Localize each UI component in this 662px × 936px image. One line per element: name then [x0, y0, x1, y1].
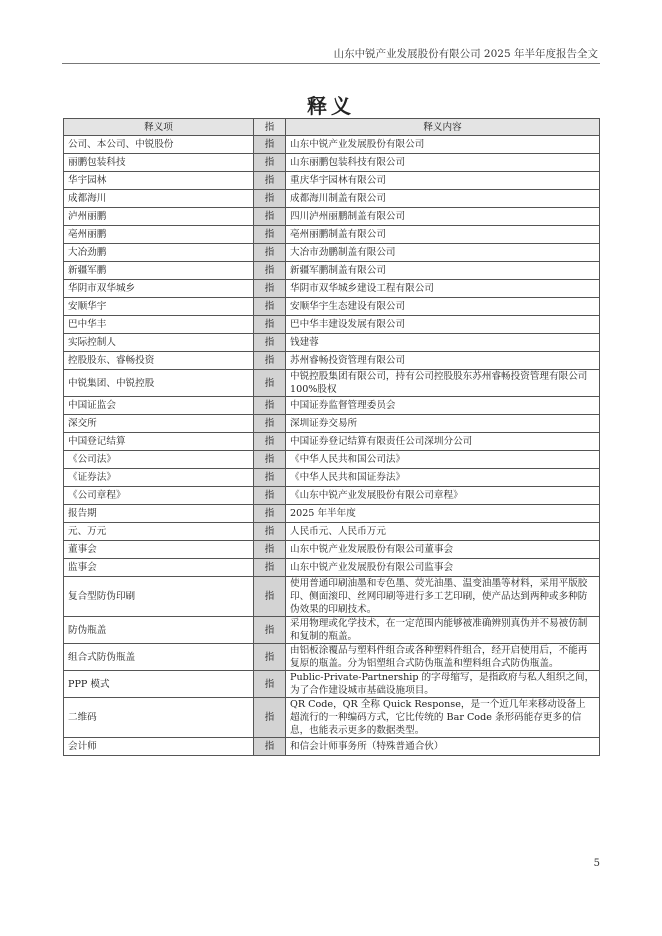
- definition-cell: 深圳证券交易所: [286, 415, 600, 433]
- definition-cell: 中国证券监督管理委员会: [286, 397, 600, 415]
- ref-cell: 指: [254, 415, 286, 433]
- definition-cell: 山东丽鹏包装科技有限公司: [286, 154, 600, 172]
- term-cell: 控股股东、睿畅投资: [64, 352, 254, 370]
- table-row: [64, 154, 600, 172]
- definition-cell: 采用物理或化学技术，在一定范围内能够被准确辨别真伪并不易被仿制和复制的瓶盖。: [286, 617, 600, 644]
- term-cell: 亳州丽鹏: [64, 226, 254, 244]
- definition-cell: 华阴市双华城乡建设工程有限公司: [286, 280, 600, 298]
- table-header-row: [64, 119, 600, 136]
- definition-cell: 钱建蓉: [286, 334, 600, 352]
- ref-cell: 指: [254, 352, 286, 370]
- ref-cell: 指: [254, 487, 286, 505]
- ref-cell: 指: [254, 433, 286, 451]
- table-row: [64, 370, 600, 397]
- ref-cell: 指: [254, 671, 286, 698]
- definition-cell: 巴中华丰建设发展有限公司: [286, 316, 600, 334]
- table-row: [64, 523, 600, 541]
- table-row: [64, 487, 600, 505]
- table-row: [64, 644, 600, 671]
- definition-cell: 《中华人民共和国公司法》: [286, 451, 600, 469]
- definition-cell: 四川泸州丽鹏制盖有限公司: [286, 208, 600, 226]
- table-row: [64, 577, 600, 617]
- ref-cell: 指: [254, 451, 286, 469]
- header-divider: [62, 63, 600, 64]
- ref-cell: 指: [254, 136, 286, 154]
- ref-cell: 指: [254, 505, 286, 523]
- definition-cell: 中锐控股集团有限公司，持有公司控股股东苏州睿畅投资管理有限公司 100%股权: [286, 370, 600, 397]
- ref-cell: 指: [254, 523, 286, 541]
- term-cell: PPP 模式: [64, 671, 254, 698]
- table-row: [64, 190, 600, 208]
- page-title: 释义: [307, 94, 355, 118]
- ref-cell: 指: [254, 208, 286, 226]
- ref-cell: 指: [254, 334, 286, 352]
- ref-cell: 指: [254, 397, 286, 415]
- term-cell: 实际控制人: [64, 334, 254, 352]
- ref-cell: 指: [254, 617, 286, 644]
- term-cell: 丽鹏包装科技: [64, 154, 254, 172]
- term-cell: 《公司法》: [64, 451, 254, 469]
- term-cell: 防伪瓶盖: [64, 617, 254, 644]
- definition-cell: Public-Private-Partnership 的字母缩写，是指政府与私人组织之间，为了合作建设城市基础设施项目。: [286, 671, 600, 698]
- definition-cell: 新疆军鹏制盖有限公司: [286, 262, 600, 280]
- table-row: [64, 298, 600, 316]
- table-row: [64, 334, 600, 352]
- table-row: [64, 415, 600, 433]
- definition-cell: 使用普通印刷油墨和专色墨、荧光油墨、温变油墨等材料，采用平版胶印、侧面滚印、丝网印刷等进行多工艺印刷，使产品达到两种或多种防伪效果的印刷技术。: [286, 577, 600, 617]
- page-number: 5: [593, 858, 600, 869]
- term-cell: 中国证监会: [64, 397, 254, 415]
- ref-cell: 指: [254, 559, 286, 577]
- term-cell: 监事会: [64, 559, 254, 577]
- definitions-table-body: [64, 136, 600, 756]
- term-cell: 安顺华宇: [64, 298, 254, 316]
- page-header: 山东中锐产业发展股份有限公司 2025 年半年度报告全文: [333, 48, 598, 60]
- term-cell: 华宇园林: [64, 172, 254, 190]
- table-row: [64, 136, 600, 154]
- ref-cell: 指: [254, 280, 286, 298]
- table-row: [64, 738, 600, 756]
- table-row: [64, 262, 600, 280]
- ref-cell: 指: [254, 738, 286, 756]
- term-cell: 复合型防伪印刷: [64, 577, 254, 617]
- table-row: [64, 559, 600, 577]
- term-cell: 元、万元: [64, 523, 254, 541]
- definition-cell: QR Code，QR 全称 Quick Response，是一个近几年来移动设备上超流行的一种编码方式，它比传统的 Bar Code 条形码能存更多的信息，也能表示更多的数据类型。: [286, 698, 600, 738]
- definition-cell: 和信会计师事务所（特殊普通合伙）: [286, 738, 600, 756]
- definition-cell: 人民币元、人民币万元: [286, 523, 600, 541]
- ref-cell: 指: [254, 244, 286, 262]
- definition-cell: 由铝板涂覆品与塑料件组合或各种塑料件组合，经开启使用后，不能再复原的瓶盖。分为铝塑组合式防伪瓶盖和塑料组合式防伪瓶盖。: [286, 644, 600, 671]
- term-cell: 董事会: [64, 541, 254, 559]
- ref-cell: 指: [254, 370, 286, 397]
- term-cell: 会计师: [64, 738, 254, 756]
- term-cell: 深交所: [64, 415, 254, 433]
- definition-cell: 《山东中锐产业发展股份有限公司章程》: [286, 487, 600, 505]
- table-row: [64, 226, 600, 244]
- term-cell: 中锐集团、中锐控股: [64, 370, 254, 397]
- ref-cell: 指: [254, 190, 286, 208]
- table-row: [64, 671, 600, 698]
- table-row: [64, 244, 600, 262]
- definition-cell: 大冶市劲鹏制盖有限公司: [286, 244, 600, 262]
- ref-cell: 指: [254, 469, 286, 487]
- table-row: [64, 469, 600, 487]
- definition-cell: 《中华人民共和国证券法》: [286, 469, 600, 487]
- definition-cell: 苏州睿畅投资管理有限公司: [286, 352, 600, 370]
- term-cell: 报告期: [64, 505, 254, 523]
- header-term: 释义项: [64, 119, 254, 136]
- term-cell: 华阴市双华城乡: [64, 280, 254, 298]
- ref-cell: 指: [254, 577, 286, 617]
- term-cell: 《公司章程》: [64, 487, 254, 505]
- ref-cell: 指: [254, 316, 286, 334]
- term-cell: 巴中华丰: [64, 316, 254, 334]
- ref-cell: 指: [254, 644, 286, 671]
- ref-cell: 指: [254, 698, 286, 738]
- definition-cell: 中国证券登记结算有限责任公司深圳分公司: [286, 433, 600, 451]
- definition-cell: 山东中锐产业发展股份有限公司: [286, 136, 600, 154]
- term-cell: 公司、本公司、中锐股份: [64, 136, 254, 154]
- ref-cell: 指: [254, 298, 286, 316]
- header-definition: 释义内容: [286, 119, 600, 136]
- term-cell: 组合式防伪瓶盖: [64, 644, 254, 671]
- term-cell: 泸州丽鹏: [64, 208, 254, 226]
- ref-cell: 指: [254, 172, 286, 190]
- definition-cell: 2025 年半年度: [286, 505, 600, 523]
- definition-cell: 山东中锐产业发展股份有限公司监事会: [286, 559, 600, 577]
- ref-cell: 指: [254, 262, 286, 280]
- term-cell: 二维码: [64, 698, 254, 738]
- header-ref: 指: [254, 119, 286, 136]
- definition-cell: 山东中锐产业发展股份有限公司董事会: [286, 541, 600, 559]
- table-row: [64, 698, 600, 738]
- term-cell: 大冶劲鹏: [64, 244, 254, 262]
- table-row: [64, 433, 600, 451]
- table-row: [64, 451, 600, 469]
- table-row: [64, 352, 600, 370]
- definition-cell: 亳州丽鹏制盖有限公司: [286, 226, 600, 244]
- table-row: [64, 541, 600, 559]
- definition-cell: 重庆华宇园林有限公司: [286, 172, 600, 190]
- term-cell: 中国登记结算: [64, 433, 254, 451]
- definition-cell: 成都海川制盖有限公司: [286, 190, 600, 208]
- table-row: [64, 617, 600, 644]
- table-row: [64, 280, 600, 298]
- definitions-table: [63, 118, 600, 756]
- term-cell: 新疆军鹏: [64, 262, 254, 280]
- ref-cell: 指: [254, 154, 286, 172]
- table-row: [64, 397, 600, 415]
- ref-cell: 指: [254, 541, 286, 559]
- term-cell: 成都海川: [64, 190, 254, 208]
- term-cell: 《证券法》: [64, 469, 254, 487]
- table-row: [64, 505, 600, 523]
- table-row: [64, 208, 600, 226]
- table-row: [64, 172, 600, 190]
- ref-cell: 指: [254, 226, 286, 244]
- definition-cell: 安顺华宇生态建设有限公司: [286, 298, 600, 316]
- table-row: [64, 316, 600, 334]
